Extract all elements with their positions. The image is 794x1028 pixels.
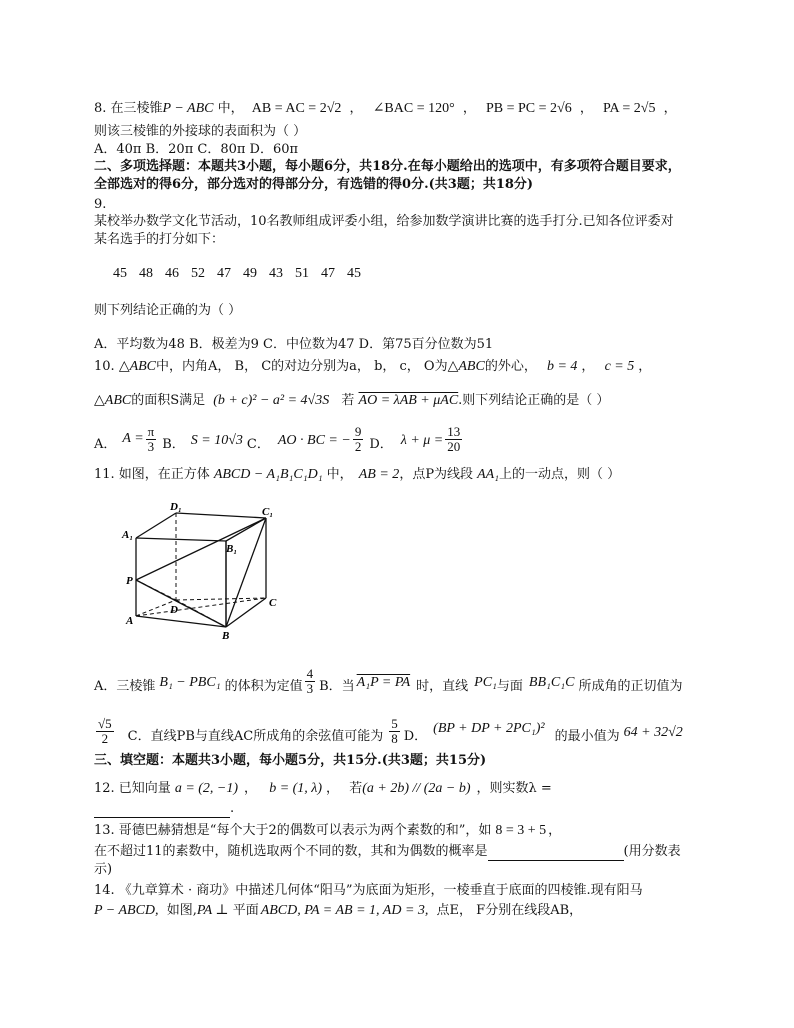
q14-line2: P − ABCD, 如图,PA ⊥ 平面 ABCD, PA = AB = 1, AD = 3, 点E， F分别在线段AB， xyxy=(94,903,583,918)
q8-question: 则该三棱锥的外接球的表面积为（ ） xyxy=(94,124,307,139)
q8-number: 8. 在三棱锥 xyxy=(94,101,163,116)
label-A: A xyxy=(126,615,134,627)
q8-options: A．40π B．20π C．80π D．60π xyxy=(94,142,299,157)
q14-line1: 14. 《九章算术 · 商功》中描述几何体“阳马”为底面为矩形，一棱垂直于底面的四棱锥.现有阳马 xyxy=(94,883,643,898)
score: 46 xyxy=(165,266,179,281)
q8-cone: P − ABC xyxy=(162,101,214,116)
q8-cond-pa: PA = 2√5 xyxy=(603,101,656,116)
q13-line2: 在不超过11的素数中，随机选取两个不同的数，其和为偶数的概率是 (用分数表 xyxy=(94,844,681,859)
q11-options-bcd: $\frac{√5}{2}$ C．直线PB与直线AC所成角的余弦值可能为 $\frac{5}{8}$ D． (BP + DP + 2PC₁)² 的最小值为 64 + 32√2 xyxy=(98,716,683,746)
q9-line2: 某名选手的打分如下： xyxy=(94,232,225,247)
score: 47 xyxy=(321,266,335,281)
label-A1: A₁ xyxy=(122,529,134,541)
q10-equation: (b + c)² − a² = 4√3S xyxy=(213,393,330,408)
q11-options-ab: A．三棱锥 B₁ − PBC₁ 的体积为定值 $\frac{4}{3}$ B．当 A₁P = PA 时，直线 PC₁ 与面 BB₁C₁C 所成角的正切值为 xyxy=(94,666,683,696)
q8-line1: 8. 在三棱锥P − ABC 中， AB = AC = 2√2 ， ∠BAC = 120° ， PB = PC = 2√6 ， PA = 2√5 ， xyxy=(94,101,677,116)
q9-options: A．平均数为48 B．极差为9 C．中位数为47 D．第75百分位数为51 xyxy=(94,337,494,352)
q10-line1: 10. △ABC中，内角A， B， C的对边分别为a， b， c， O为△ABC的外心， b = 4 ， c = 5 ， xyxy=(94,359,652,374)
q10-line2: △ABC的面积S满足 (b + c)² − a² = 4√3S 若 AO = λAB + μAC.则下列结论正确的是（ ） xyxy=(94,393,610,408)
score: 49 xyxy=(243,266,257,281)
q8-cond-angle: ∠BAC = 120° xyxy=(372,101,455,116)
label-B1: B₁ xyxy=(226,543,238,555)
score: 51 xyxy=(295,266,309,281)
label-C: C xyxy=(269,597,277,609)
q9-question: 则下列结论正确的为（ ） xyxy=(94,303,242,318)
q8-cond-ab-ac: AB = AC = 2√2 xyxy=(251,101,342,116)
q12-answer-line: . xyxy=(94,800,234,818)
q13-line3: 示) xyxy=(94,862,113,877)
label-C1: C₁ xyxy=(262,506,274,518)
q13-answer-blank[interactable] xyxy=(488,846,624,861)
label-B: B xyxy=(222,630,230,642)
q11-line1: 11. 如图，在正方体 ABCD − A₁B₁C₁D₁ 中， AB = 2，点P为线段 AA₁上的一动点，则（ ） xyxy=(94,467,621,482)
q8-cond-pb-pc: PB = PC = 2√6 xyxy=(486,101,572,116)
score: 47 xyxy=(217,266,231,281)
section3-heading: 三、填空题：本题共3小题，每小题5分，共15分.(共3题；共15分) xyxy=(94,753,487,768)
score: 45 xyxy=(347,266,361,281)
q9-number: 9. xyxy=(94,197,107,212)
label-D: D xyxy=(170,604,178,616)
q9-scores xyxy=(113,265,373,283)
q10-options: A． A = $\frac{\pi}{3}$ B． S = 10√3 C． AO · BC = − $\frac{9}{2}$ D． λ + μ = $\frac{13}{20}$ xyxy=(94,424,461,454)
q12-answer-blank[interactable] xyxy=(94,803,230,818)
q13-line1: 13. 哥德巴赫猜想是“每个大于2的偶数可以表示为两个素数的和”，如 8 = 3 + 5 ， xyxy=(94,823,562,838)
score: 48 xyxy=(139,266,153,281)
label-P: P xyxy=(126,575,133,587)
q9-line1: 某校举办数学文化节活动，10名教师组成评委小组，给参加数学演讲比赛的选手打分.已知各位评委对 xyxy=(94,214,674,229)
section2-heading-2: 全部选对的得6分，部分选对的得部分分，有选错的得0分.(共3题；共18分) xyxy=(94,177,534,192)
score: 45 xyxy=(113,266,127,281)
score: 52 xyxy=(191,266,205,281)
section2-heading-1: 二、多项选择题：本题共3小题，每小题6分，共18分.在每小题给出的选项中，有多项符合题目要求， xyxy=(94,159,681,174)
q10-vector-eq: AO = λAB + μAC xyxy=(358,393,459,408)
score: 43 xyxy=(269,266,283,281)
q12-line1: 12. 已知向量 a = (2, −1) ， b = (1, λ) ， 若(a + 2b) // (2a − b) ，则实数λ = xyxy=(94,781,552,796)
label-D1: D₁ xyxy=(170,501,182,513)
cube-figure xyxy=(118,500,283,645)
